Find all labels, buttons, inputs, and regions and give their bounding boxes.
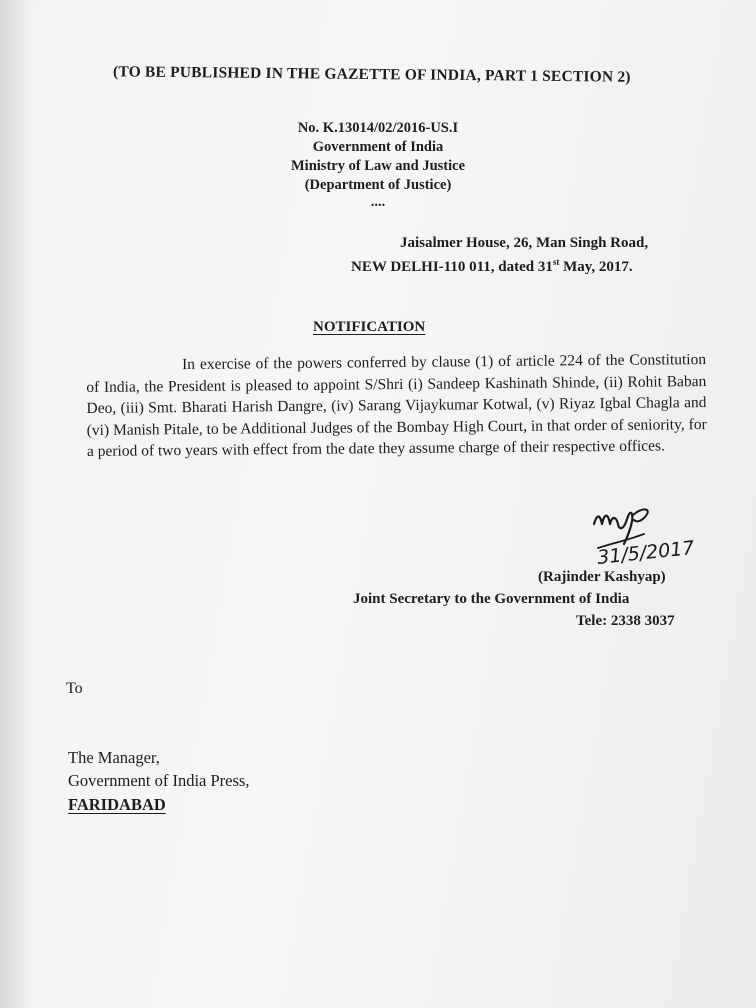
date-ordinal: st	[552, 257, 560, 267]
recipient-to-label: To	[66, 680, 83, 697]
department-line: (Department of Justice)	[304, 177, 452, 193]
notification-heading: NOTIFICATION	[313, 319, 426, 335]
separator-dots: ....	[370, 194, 386, 210]
recipient-line-2: Government of India Press,	[68, 771, 250, 790]
address-line-1: Jaisalmer House, 26, Man Singh Road,	[400, 235, 649, 251]
signature-date: 31/5/2017	[596, 536, 696, 569]
signatory-telephone: Tele: 2338 3037	[576, 613, 675, 629]
page-edge-shadow	[0, 0, 34, 1008]
address-date-text: NEW DELHI-110 011, dated 31	[351, 259, 553, 275]
government-line: Government of India	[312, 139, 444, 155]
recipient-city: FARIDABAD	[68, 795, 166, 814]
recipient-line-1: The Manager,	[68, 748, 160, 767]
signatory-designation: Joint Secretary to the Government of India	[353, 591, 630, 607]
gazette-heading: (TO BE PUBLISHED IN THE GAZETTE OF INDIA, PART 1 SECTION 2)	[112, 63, 631, 86]
reference-number: No. K.13014/02/2016-US.I	[297, 120, 459, 136]
signatory-name: (Rajinder Kashyap)	[538, 569, 666, 585]
handwritten-signature	[588, 500, 712, 570]
address-date-month: May, 2017.	[559, 259, 633, 275]
ministry-line: Ministry of Law and Justice	[291, 158, 465, 174]
notification-body: In exercise of the powers conferred by clause (1) of article 224 of the Constitution of India, the President is pleased to appoint S/Shri (i) Sandeep Kashinath Shinde, (ii) Rohit Baban Deo, (iii) Smt. Bharati Harish Dangre, (iv) Sarang Vijaykumar Kotwal, (v) Riyaz Igbal Chagla and (vi) Manish Pitale, to be Additional Judges of the Bombay High Court, in that order of seniority, for a period of two years with effect from the date they assume charge of their respective offices.	[86, 351, 707, 460]
address-line-2	[351, 257, 633, 276]
